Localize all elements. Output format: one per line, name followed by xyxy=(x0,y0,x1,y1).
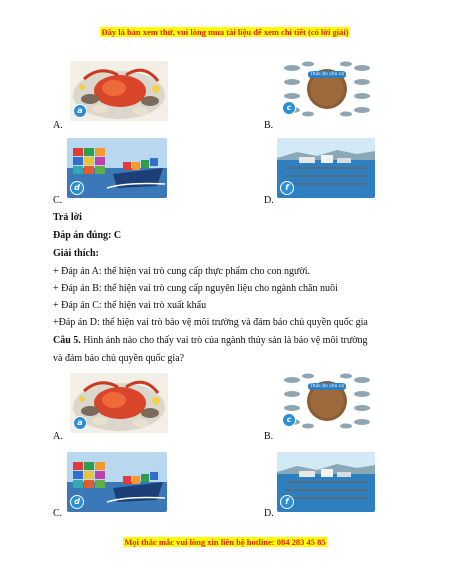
image-badge: c xyxy=(282,413,296,427)
image-badge: a xyxy=(73,416,87,430)
option-d-label: D. xyxy=(264,195,274,206)
footer-notice: Mọi thắc mắc vui lòng xin liên hệ hotline: 084 283 45 85 xyxy=(124,537,326,547)
explanation-item: +Đáp án D: thể hiện vai trò bảo vệ môi trường và đảm bảo chủ quyền quốc gia xyxy=(53,317,368,328)
explanation-item: + Đáp án B: thể hiện vai trò cung cấp nguyên liệu cho ngành chăn nuôi xyxy=(53,283,338,294)
image-badge: f xyxy=(280,495,294,509)
feed-label: Thức ăn cho cá xyxy=(309,72,345,77)
question-text: Hình ảnh nào cho thấy vai trò của ngành thủy sản là bảo vệ môi trường xyxy=(83,335,368,346)
image-badge: c xyxy=(282,101,296,115)
option-c-label: C. xyxy=(53,195,63,206)
image-badge: f xyxy=(280,181,294,195)
image-badge: d xyxy=(70,181,84,195)
aquafarm-image xyxy=(277,138,375,198)
answer-heading: Trả lời xyxy=(53,212,82,223)
option-a-label: A. xyxy=(53,431,63,442)
seafood-image xyxy=(70,61,168,121)
option-c-label: C. xyxy=(53,508,63,519)
shipping-image xyxy=(67,452,167,512)
image-badge: a xyxy=(73,104,87,118)
option-a-label: A. xyxy=(53,120,63,131)
header-notice: Đây là bản xem thử, vui lòng mua tài liệu để xem chi tiết (có lời giải) xyxy=(101,27,349,37)
shipping-image xyxy=(67,138,167,198)
question-number: Câu 5. xyxy=(53,335,81,346)
explanation-item: + Đáp án C: thể hiện vai trò xuất khẩu xyxy=(53,300,207,311)
fish-feed-image xyxy=(278,58,376,118)
aquafarm-image xyxy=(277,452,375,512)
option-d-label: D. xyxy=(264,508,274,519)
explanation-heading: Giải thích: xyxy=(53,248,99,259)
explanation-item: + Đáp án A: thể hiện vai trò cung cấp thực phẩm cho con người. xyxy=(53,266,310,277)
question-5-line-1 xyxy=(53,335,368,346)
feed-label: Thức ăn cho cá xyxy=(309,384,345,389)
image-badge: d xyxy=(70,495,84,509)
correct-answer: Đáp án đúng: C xyxy=(53,230,122,241)
question-5-line-2: và đảm bảo chủ quyền quốc gia? xyxy=(53,353,185,364)
option-b-label: B. xyxy=(264,431,274,442)
fish-feed-image xyxy=(278,370,376,430)
option-b-label: B. xyxy=(264,120,274,131)
seafood-image xyxy=(70,373,168,433)
